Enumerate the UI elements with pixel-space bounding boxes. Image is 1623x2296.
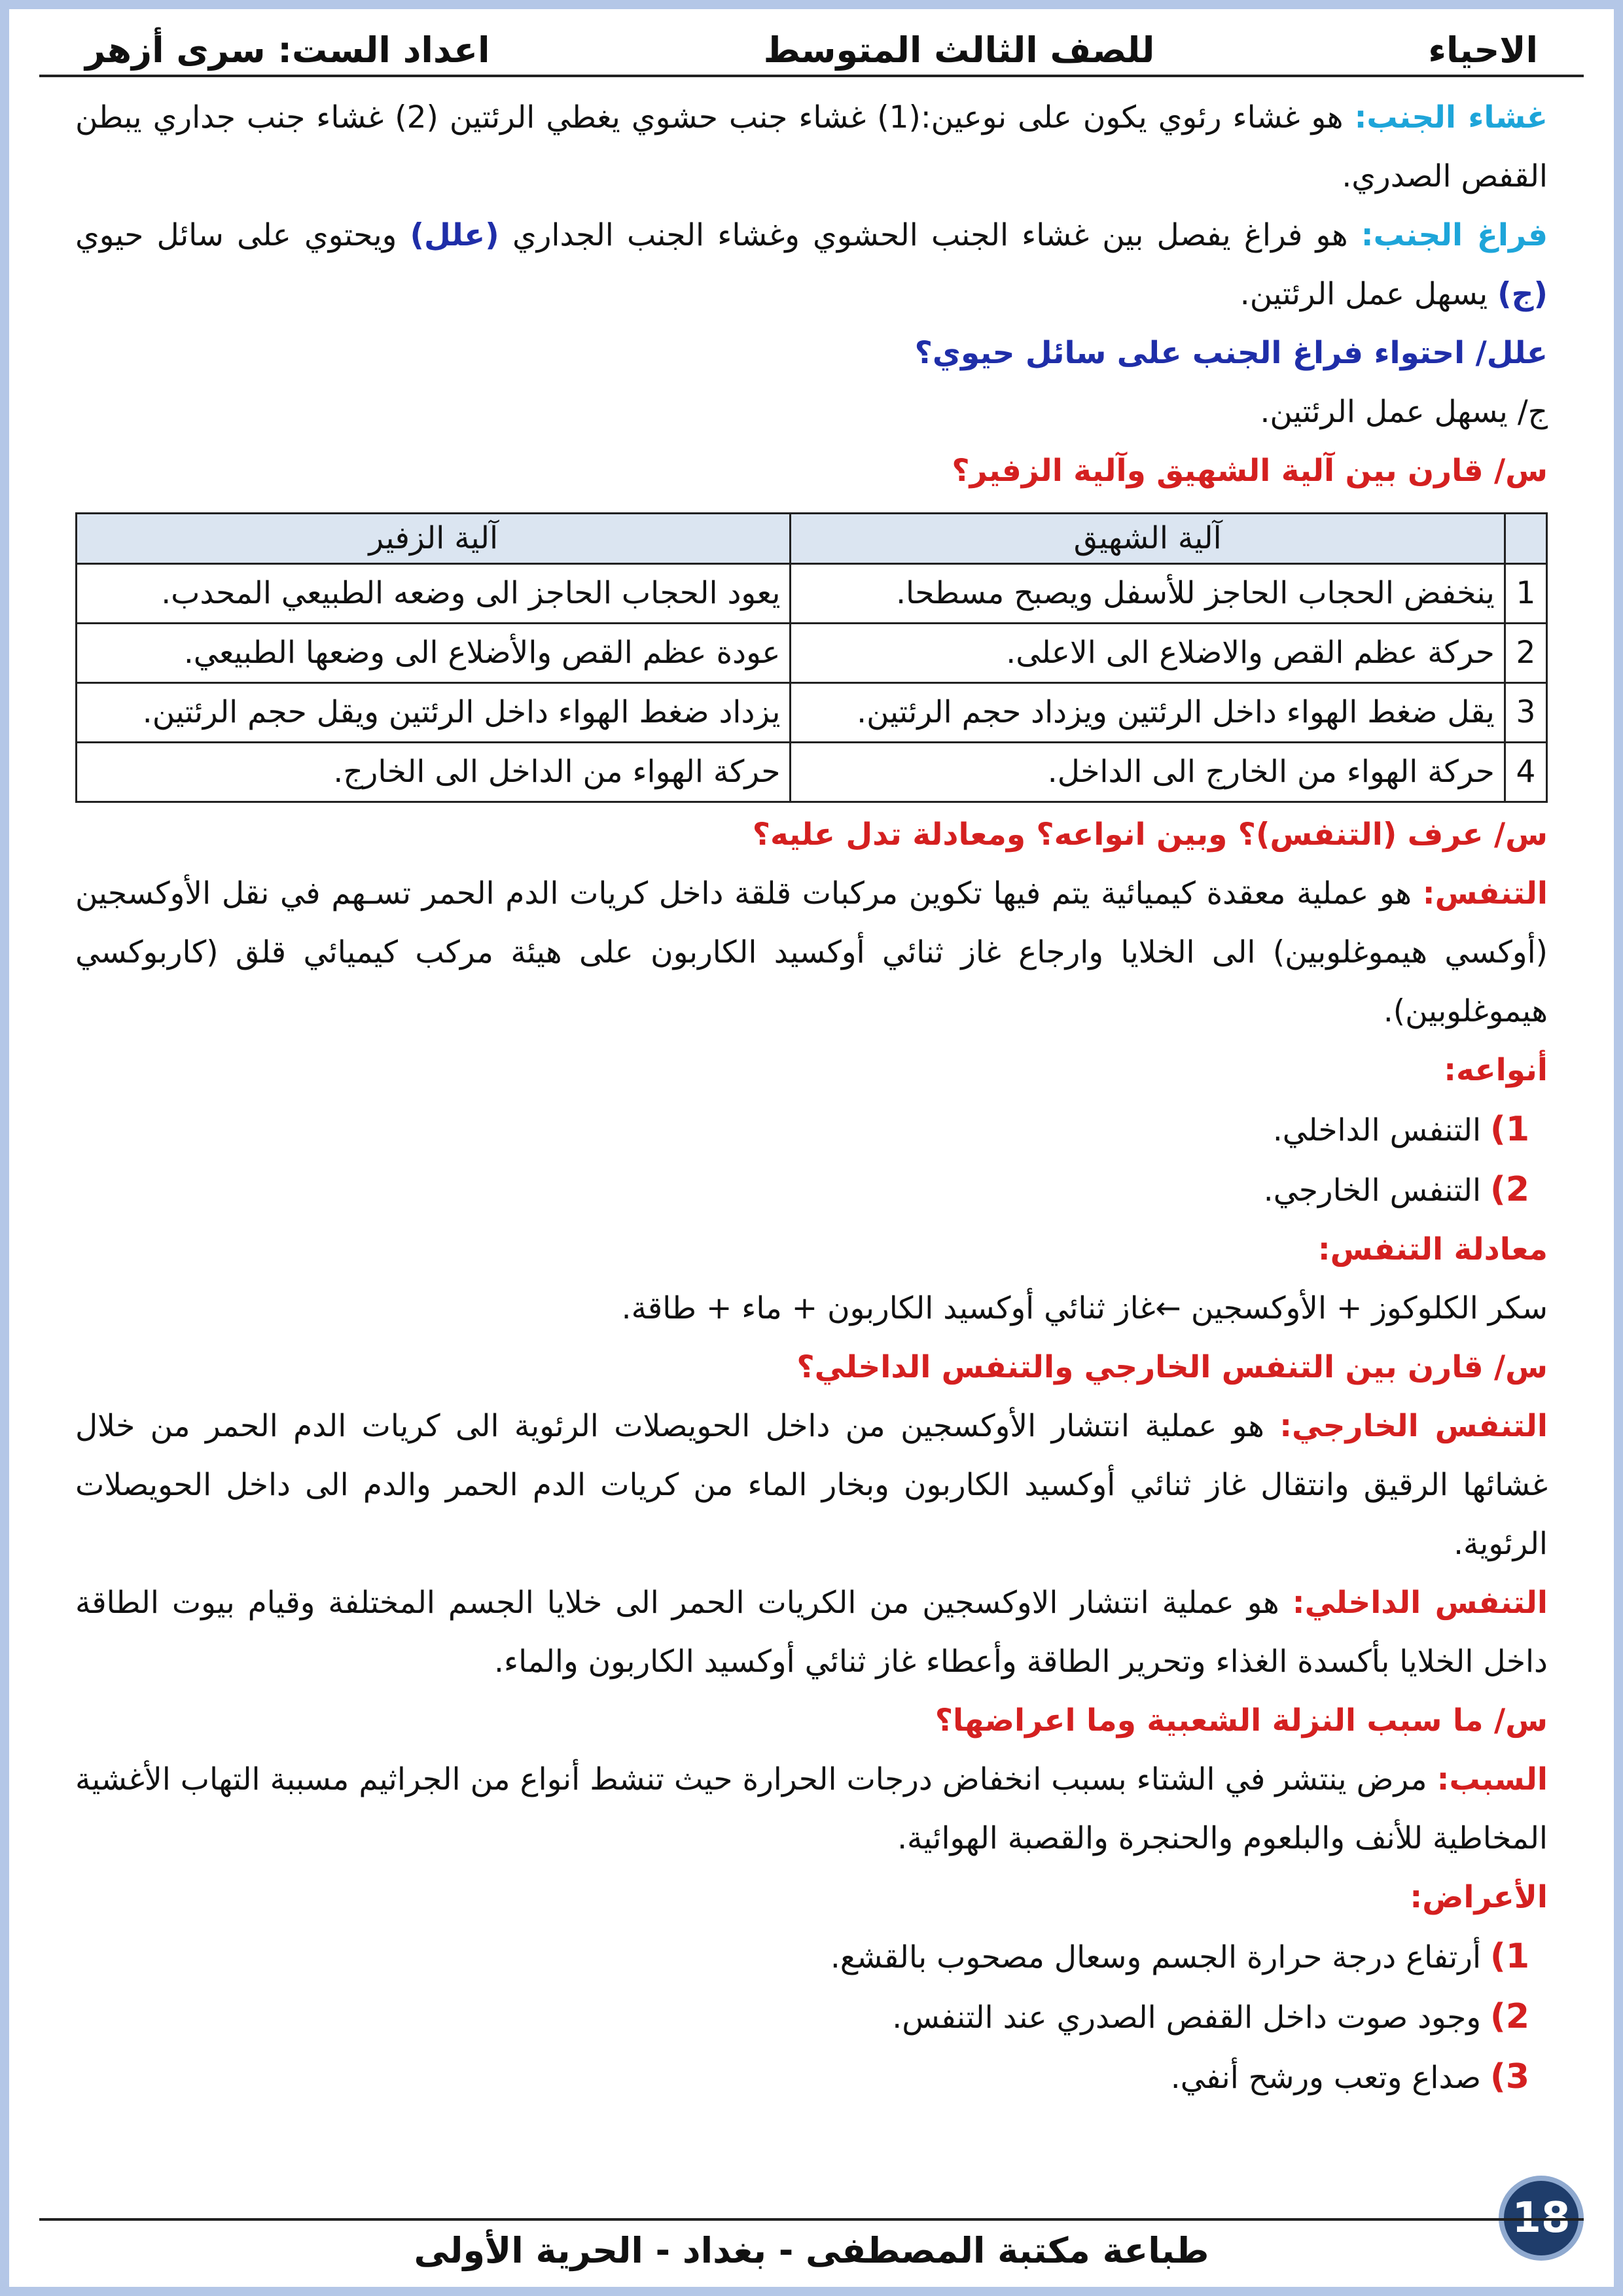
row-number: 4: [1505, 743, 1546, 802]
pleural-cavity-paragraph: [75, 206, 1548, 324]
equation-label: معادلة التنفس:: [1317, 1231, 1548, 1267]
list-number: 3): [1490, 2057, 1529, 2096]
inhale-cell: يقل ضغط الهواء داخل الرئتين ويزداد حجم الرئتين.: [791, 683, 1505, 743]
pleura-text: هو غشاء رئوي يكون على نوعين:(1) غشاء جنب حشوي يغطي الرئتين (2) غشاء جنب جداري يبطن القفص الصدري.: [75, 99, 1548, 194]
exhale-cell: عودة عظم القص والأضلاع الى وضعها الطبيعي.: [77, 624, 791, 683]
list-number: 2): [1490, 1170, 1529, 1209]
exhale-cell: يزداد ضغط الهواء داخل الرئتين ويقل حجم الرئتين.: [77, 683, 791, 743]
footer-text: طباعة مكتبة المصطفى - بغداد - الحرية الأولى: [414, 2229, 1209, 2271]
respiration-question: س/ عرف (التنفس)؟ وبين انواعه؟ ومعادلة تدل عليه؟: [752, 817, 1548, 853]
why-answer: ج/ يسهل عمل الرئتين.: [1260, 394, 1548, 430]
page-number-badge: 18: [1499, 2176, 1584, 2261]
pleural-cavity-text-2: ويحتوي على سائل حيوي: [75, 217, 397, 253]
external-paragraph: [75, 1397, 1548, 1574]
list-text: أرتفاع درجة حرارة الجسم وسعال مصحوب بالقشع.: [830, 1939, 1482, 1975]
row-number: 3: [1505, 683, 1546, 743]
grade-title: للصف الثالث المتوسط: [763, 29, 1155, 71]
inhale-cell: حركة عظم القص والاضلاع الى الاعلى.: [791, 624, 1505, 683]
types-label: أنواعه:: [1444, 1052, 1548, 1088]
pleural-cavity-text-3: يسهل عمل الرئتين.: [1240, 276, 1488, 312]
pleural-cavity-term: فراغ الجنب:: [1361, 217, 1548, 253]
inhale-cell: حركة الهواء من الخارج الى الداخل.: [791, 743, 1505, 802]
compare-question: س/ قارن بين آلية الشهيق وآلية الزفير؟: [952, 453, 1548, 489]
respiration-text: هو عملية معقدة كيميائية يتم فيها تكوين مركبات قلقة داخل كريات الدم الحمر تسـهم في نقل الأوكسجين (أوكسي هيموغلوبين) الى الخلايا وارجاع غاز ثنائي أوكسيد الكاربون على هيئة مركب كيميائي قلق (كاربوكسي هيموغلوبين).: [75, 875, 1548, 1029]
list-item: [75, 1927, 1548, 1987]
respiration-paragraph: [75, 864, 1548, 1041]
table-header-inhale: آلية الشهيق: [791, 514, 1505, 564]
list-number: 1): [1490, 1110, 1529, 1149]
list-text: صداع وتعب ورشح أنفي.: [1170, 2060, 1482, 2096]
page-header: [39, 25, 1584, 77]
respiration-term: التنفس:: [1422, 875, 1548, 911]
table-row: [77, 743, 1547, 802]
ext-int-question: س/ قارن بين التنفس الخارجي والتنفس الداخلي؟: [796, 1349, 1548, 1385]
row-number: 1: [1505, 564, 1546, 624]
table-row: [77, 564, 1547, 624]
respiration-equation: سكر الكلوكوز + الأوكسجين ←غاز ثنائي أوكسيد الكاربون + ماء + طاقة.: [621, 1290, 1548, 1326]
pleura-paragraph: [75, 88, 1548, 206]
list-item: [75, 2047, 1548, 2108]
list-item: [75, 1160, 1548, 1220]
table-header-index: [1505, 514, 1546, 564]
cause-text: مرض ينتشر في الشتاء بسبب انخفاض درجات الحرارة حيث تنشط أنواع من الجراثيم مسببة التهاب الأغشية المخاطية للأنف والبلعوم والحنجرة والقصبة الهوائية.: [75, 1761, 1548, 1856]
exhale-cell: حركة الهواء من الداخل الى الخارج.: [77, 743, 791, 802]
internal-paragraph: [75, 1574, 1548, 1691]
external-term: التنفس الخارجي:: [1279, 1408, 1548, 1444]
cause-term: السبب:: [1436, 1761, 1548, 1797]
internal-text: هو عملية انتشار الاوكسجين من الكريات الحمر الى خلايا الجسم المختلفة وقيام بيوت الطاقة داخل الخلايا بأكسدة الغذاء وتحرير الطاقة وأعطاء غاز ثنائي أوكسيد الكاربون والماء.: [75, 1585, 1548, 1680]
why-question: علل/ احتواء فراغ الجنب على سائل حيوي؟: [914, 335, 1548, 371]
list-number: 2): [1490, 1997, 1529, 2036]
author-credit: اعداد الست: سرى أزهر: [85, 29, 490, 71]
list-text: التنفس الخارجي.: [1263, 1173, 1482, 1209]
list-text: التنفس الداخلي.: [1272, 1112, 1482, 1148]
compare-table: [75, 512, 1548, 803]
inhale-cell: ينخفض الحجاب الحاجز للأسفل ويصبح مسطحا.: [791, 564, 1505, 624]
internal-term: التنفس الداخلي:: [1292, 1585, 1548, 1621]
list-item: [75, 1100, 1548, 1160]
table-row: [77, 683, 1547, 743]
cause-paragraph: [75, 1750, 1548, 1868]
page-footer: [39, 2218, 1584, 2280]
list-text: وجود صوت داخل القفص الصدري عند التنفس.: [892, 2000, 1482, 2036]
answer-tag: (ج): [1497, 276, 1548, 312]
subject-title: الاحياء: [1428, 29, 1538, 71]
table-header-exhale: آلية الزفير: [77, 514, 791, 564]
external-text: هو عملية انتشار الأوكسجين من داخل الحويصلات الرئوية الى كريات الدم الحمر من خلال غشائها الرقيق وانتقال غاز ثنائي أوكسيد الكاربون وبخار الماء من كريات الدم الحمر والدم الى داخل الحويصلات الرئوية.: [75, 1408, 1548, 1562]
pleural-cavity-text-1: هو فراغ يفصل بين غشاء الجنب الحشوي وغشاء الجنب الجداري: [512, 217, 1348, 253]
table-header-row: [77, 514, 1547, 564]
row-number: 2: [1505, 624, 1546, 683]
pleura-term: غشاء الجنب:: [1354, 99, 1548, 135]
page-content: [75, 88, 1548, 2108]
why-tag: (علل): [410, 217, 499, 253]
symptoms-label: الأعراض:: [1410, 1879, 1548, 1915]
exhale-cell: يعود الحجاب الحاجز الى وضعه الطبيعي المحدب.: [77, 564, 791, 624]
table-row: [77, 624, 1547, 683]
cold-question: س/ ما سبب النزلة الشعبية وما اعراضها؟: [935, 1703, 1548, 1739]
list-item: [75, 1987, 1548, 2047]
list-number: 1): [1490, 1937, 1529, 1976]
